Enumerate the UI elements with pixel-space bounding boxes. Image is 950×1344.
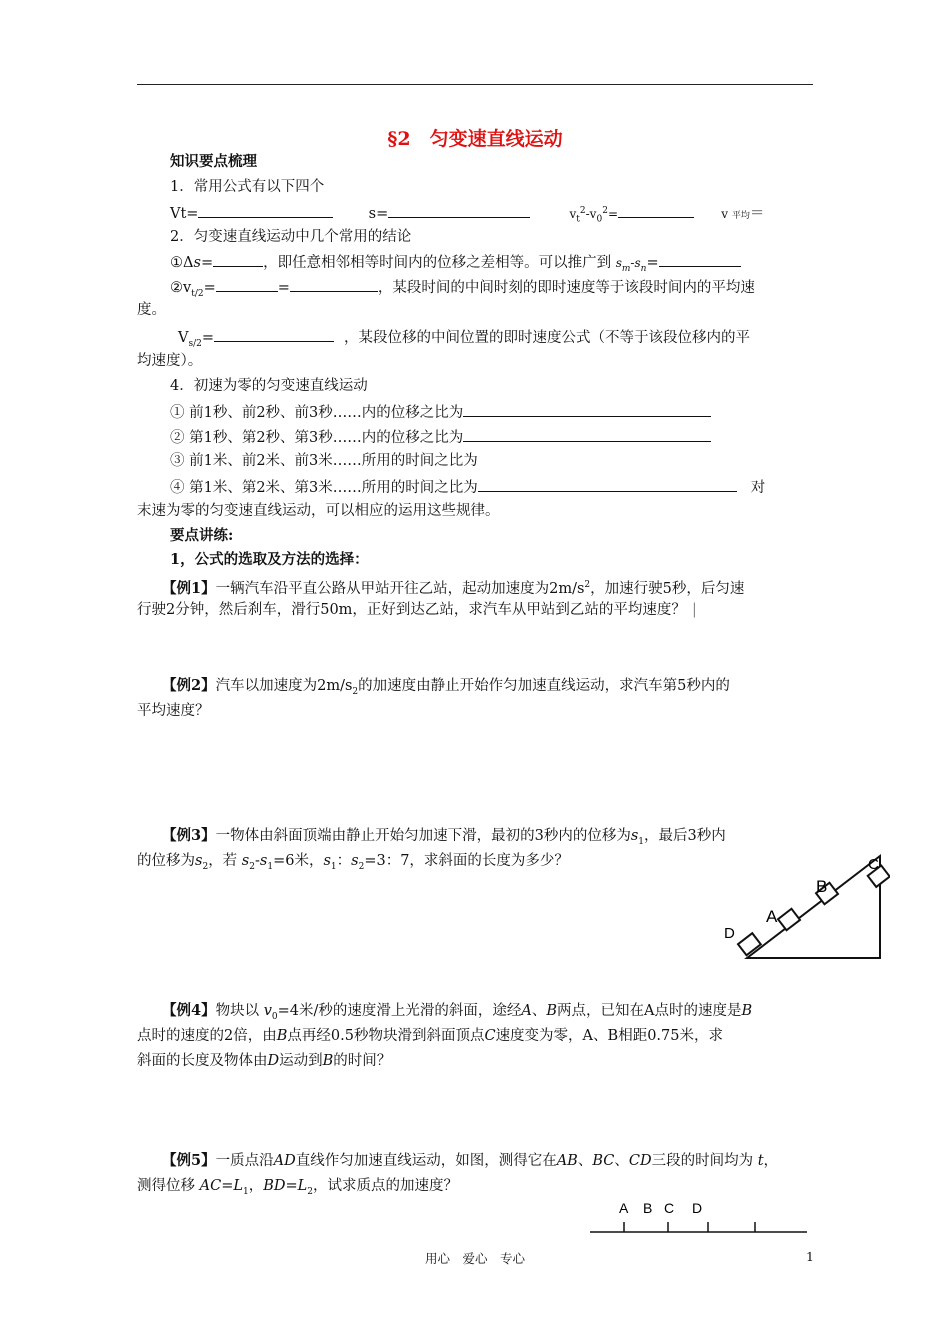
conclusion-2-cont: 度。 bbox=[137, 302, 166, 318]
ratio-4-cont: 末速为零的匀变速直线运动，可以相应的运用这些规律。 bbox=[137, 503, 500, 519]
blank-vt2-a bbox=[216, 276, 278, 292]
section-heading-practice: 要点讲练: bbox=[170, 527, 234, 544]
blank-s bbox=[388, 202, 530, 218]
formula-v2: $v_t^2-v_0^2=$ bbox=[569, 206, 618, 225]
example-1: 【例1】一辆汽车沿平直公路从甲站开往乙站，起动加速度为$2m/s^2$，加速行驶5秒，后匀速 bbox=[162, 579, 745, 597]
subheading-formula-choice: 1，公式的选取及方法的选择： bbox=[170, 551, 369, 568]
example-4-cont-2: 斜面的长度及物体由D运动到B的时间？ bbox=[137, 1053, 392, 1069]
example-3-cont: 的位移为$s_2$，若 $s_2-s_1=6$米，$s_1$：$s_2=3$：7，求斜面的长度为多少？ bbox=[137, 853, 569, 872]
label-d: D bbox=[724, 925, 735, 942]
example-4-cont-1: 点时的速度的2倍，由B点再经0.5秒物块滑到斜面顶点C速度变为零，A、B相距0.75米，求 bbox=[137, 1028, 723, 1044]
conclusion-3-cont: 均速度）。 bbox=[137, 353, 203, 369]
example-3: 【例3】一物体由斜面顶端由静止开始匀加速下滑，最初的3秒内的位移为$s_1$，最后3秒内 bbox=[162, 827, 726, 847]
label-a: A bbox=[619, 1200, 629, 1216]
example-2-cont: 平均速度？ bbox=[137, 703, 210, 719]
blank-v2 bbox=[618, 202, 694, 218]
blank-delta-s bbox=[213, 251, 263, 267]
ratio-1: ① 前1秒、前2秒、前3秒……内的位移之比为 bbox=[170, 401, 711, 423]
page-title: §2 匀变速直线运动 bbox=[387, 128, 563, 150]
formula-vavg: v 平均＝ bbox=[721, 206, 765, 222]
formula-s: s= bbox=[368, 206, 389, 222]
block-d bbox=[738, 933, 761, 955]
conclusion-2: $②v_{t/2}=$ = ，某段时间的中间时刻的即时速度等于该段时间内的平均速 bbox=[170, 276, 755, 304]
blank-vt bbox=[198, 202, 333, 218]
page-number: 1 bbox=[806, 1249, 814, 1264]
conclusion-1: ①Δs= ，即任意相邻相等时间内的位移之差相等。可以推广到 $s_m-s_n=$ bbox=[170, 251, 741, 279]
item-1: 1．常用公式有以下四个 bbox=[170, 179, 325, 195]
blank-ratio-1 bbox=[463, 401, 711, 417]
label-d: D bbox=[692, 1200, 703, 1216]
block-a bbox=[778, 909, 800, 930]
label-c: C bbox=[868, 856, 879, 873]
item-4: 4．初速为零的匀变速直线运动 bbox=[170, 378, 368, 394]
blank-sm-sn bbox=[659, 251, 741, 267]
example-1-cont: 行驶2分钟，然后刹车，滑行50m，正好到达乙站，求汽车从甲站到乙站的平均速度？ | bbox=[137, 602, 697, 618]
incline-figure bbox=[720, 850, 890, 965]
label-b: B bbox=[643, 1200, 653, 1216]
blank-vt2-b bbox=[290, 276, 378, 292]
item-2: 2．匀变速直线运动中几个常用的结论 bbox=[170, 229, 412, 245]
section-heading-knowledge: 知识要点梳理 bbox=[170, 153, 257, 170]
label-b: B bbox=[816, 877, 828, 896]
example-4: 【例4】物块以 $v_0=4$米/秒的速度滑上光滑的斜面，途经A、B两点，已知在A点时的速度是B bbox=[162, 1002, 753, 1022]
example-2: 【例2】汽车以加速度为$2m/s_2$的加速度由静止开始作匀加速直线运动，求汽车第5秒内的 bbox=[162, 677, 730, 697]
line-segment-figure bbox=[585, 1196, 815, 1238]
formula-vt: Vt= bbox=[170, 206, 199, 222]
formula-row bbox=[170, 201, 764, 229]
ratio-4: ④ 第1米、第2米、第3米……所用的时间之比为 对 bbox=[170, 476, 765, 498]
blank-ratio-2 bbox=[463, 426, 711, 442]
ratio-2: ② 第1秒、第2秒、第3秒……内的位移之比为 bbox=[170, 426, 711, 448]
blank-vs2 bbox=[214, 326, 334, 342]
blank-ratio-4 bbox=[478, 476, 737, 492]
label-a: A bbox=[766, 907, 778, 926]
conclusion-3: $V_{s/2}=$ ，某段位移的中间位置的即时速度公式（不等于该段位移内的平 bbox=[178, 326, 750, 354]
label-c: C bbox=[664, 1200, 675, 1216]
ratio-3: ③ 前1米、前2米、前3米……所用的时间之比为 bbox=[170, 453, 478, 469]
example-5: 【例5】一质点沿AD直线作匀加速直线运动，如图，测得它在AB、BC、CD三段的时间均为 t， bbox=[162, 1152, 779, 1169]
footer-motto: 用心 爱心 专心 bbox=[424, 1251, 525, 1266]
header-rule bbox=[137, 84, 813, 85]
example-5-cont: 测得位移 $AC=L_1$，$BD=L_2$，试求质点的加速度？ bbox=[137, 1178, 459, 1197]
